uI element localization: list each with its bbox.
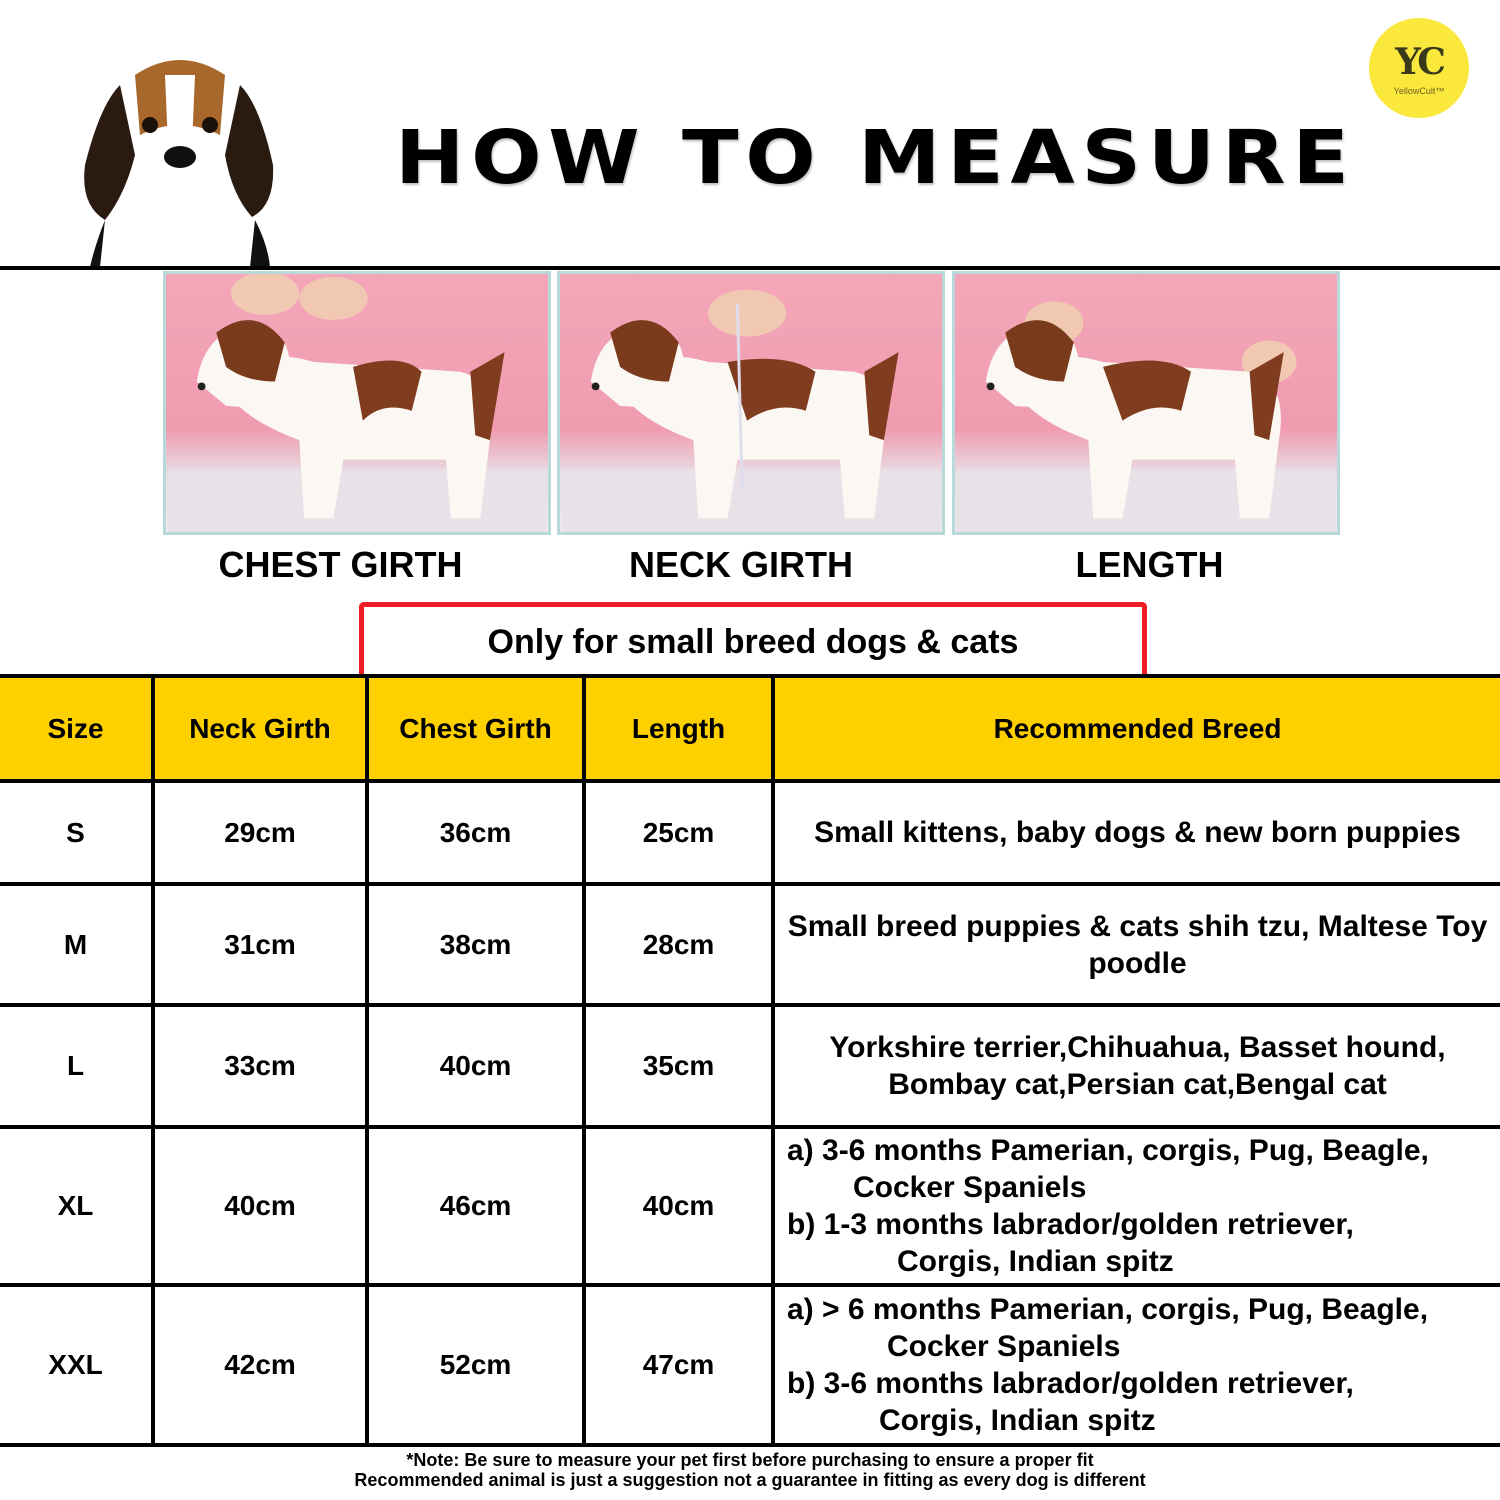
chest-cell: 38cm <box>367 884 584 1005</box>
column-header-chest-girth: Chest Girth <box>367 676 584 781</box>
length-label: LENGTH <box>1075 544 1224 585</box>
breed-line: Small breed puppies & cats shih tzu, Maltese Toy <box>787 909 1488 943</box>
breed-line: b) 3-6 months labrador/golden retriever, <box>787 1367 1354 1400</box>
chest-girth-label: CHEST GIRTH <box>218 544 463 585</box>
length-cell: 28cm <box>584 884 773 1005</box>
size-chart-table <box>0 674 1500 1447</box>
length-photo <box>952 271 1340 535</box>
length-cell: 25cm <box>584 781 773 884</box>
size-cell: L <box>0 1005 153 1127</box>
footnote <box>0 1450 1500 1490</box>
footnote-line-2: Recommended animal is just a suggestion not a guarantee in fitting as every dog is different <box>354 1470 1146 1490</box>
breed-cell <box>773 781 1500 884</box>
small-breed-notice: Only for small breed dogs & cats <box>359 602 1147 678</box>
column-header-neck-girth: Neck Girth <box>153 676 367 781</box>
breed-line: Corgis, Indian spitz <box>879 1404 1156 1437</box>
table-row <box>0 781 1500 884</box>
logo-text: YellowCult™ <box>1393 86 1445 96</box>
footnote-line-1: *Note: Be sure to measure your pet first before purchasing to ensure a proper fit <box>406 1450 1094 1470</box>
size-cell: XXL <box>0 1285 153 1445</box>
length-cell: 47cm <box>584 1285 773 1445</box>
plush-dog-illustration <box>955 274 1337 532</box>
breed-cell <box>773 884 1500 1005</box>
breed-line: a) > 6 months Pamerian, corgis, Pug, Beagle, <box>787 1293 1429 1326</box>
column-header-recommended-breed: Recommended Breed <box>773 676 1500 781</box>
length-cell: 35cm <box>584 1005 773 1127</box>
column-header-length: Length <box>584 676 773 781</box>
neck-cell: 29cm <box>153 781 367 884</box>
neck-girth-photo <box>557 271 945 535</box>
breed-line: Yorkshire terrier,Chihuahua, Basset hound, <box>829 1031 1446 1064</box>
column-header-size: Size <box>0 676 153 781</box>
breed-line: Bombay cat,Persian cat,Bengal cat <box>888 1068 1387 1101</box>
page-title: HOW TO MEASURE <box>395 115 1356 201</box>
neck-cell: 42cm <box>153 1285 367 1445</box>
chest-girth-photo <box>163 271 551 535</box>
table-row <box>0 1005 1500 1127</box>
table-row <box>0 1127 1500 1285</box>
breed-line: b) 1-3 months labrador/golden retriever, <box>787 1208 1354 1241</box>
table-row <box>0 884 1500 1005</box>
logo-mark: YC <box>1395 41 1443 83</box>
beagle-puppy-image <box>80 45 275 267</box>
table-header-row <box>0 676 1500 781</box>
size-cell: M <box>0 884 153 1005</box>
brand-logo <box>1369 18 1469 118</box>
chest-cell: 52cm <box>367 1285 584 1445</box>
chest-cell: 36cm <box>367 781 584 884</box>
header-divider <box>0 266 1500 270</box>
breed-cell <box>773 1285 1500 1445</box>
table-row <box>0 1285 1500 1445</box>
length-cell: 40cm <box>584 1127 773 1285</box>
neck-cell: 31cm <box>153 884 367 1005</box>
chest-cell: 40cm <box>367 1005 584 1127</box>
plush-dog-illustration <box>166 274 548 532</box>
neck-cell: 33cm <box>153 1005 367 1127</box>
neck-cell: 40cm <box>153 1127 367 1285</box>
breed-cell <box>773 1127 1500 1285</box>
breed-line: a) 3-6 months Pamerian, corgis, Pug, Beagle, <box>787 1134 1429 1167</box>
size-cell: XL <box>0 1127 153 1285</box>
plush-dog-illustration <box>560 274 942 532</box>
size-cell: S <box>0 781 153 884</box>
breed-line: Corgis, Indian spitz <box>897 1245 1174 1278</box>
neck-girth-label: NECK GIRTH <box>629 544 853 585</box>
breed-line: Cocker Spaniels <box>853 1171 1087 1204</box>
chest-cell: 46cm <box>367 1127 584 1285</box>
breed-line: Cocker Spaniels <box>887 1330 1121 1363</box>
breed-line: Small kittens, baby dogs & new born puppies <box>814 816 1461 849</box>
header <box>0 0 1500 268</box>
breed-cell <box>773 1005 1500 1127</box>
breed-line: poodle <box>1088 946 1187 980</box>
